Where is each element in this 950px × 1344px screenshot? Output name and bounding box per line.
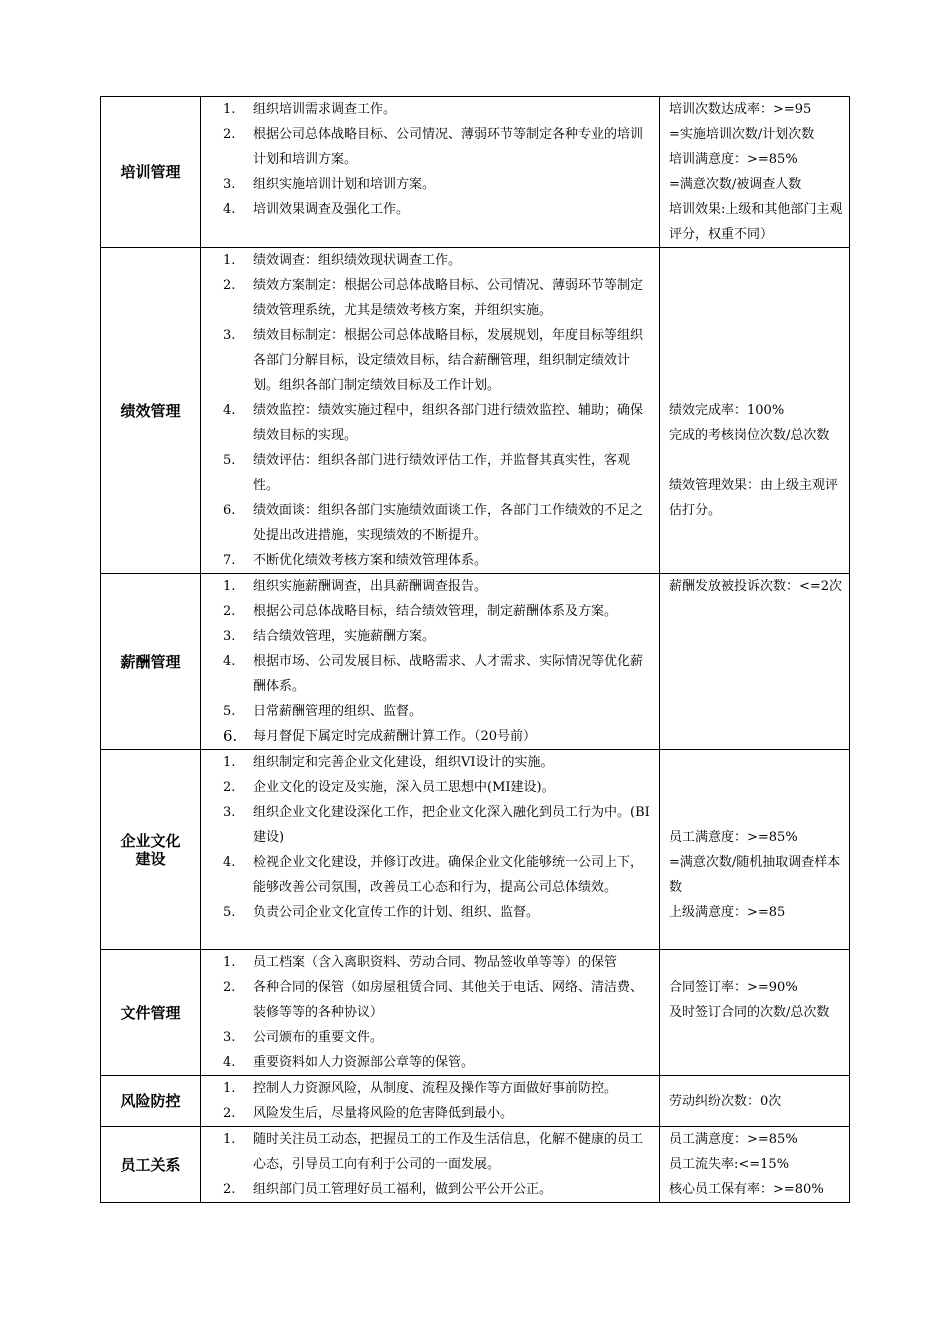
duty-number: 1. bbox=[223, 1132, 236, 1147]
duty-item bbox=[201, 574, 659, 599]
duty-text: 绩效监控：绩效实施过程中，组织各部门进行绩效监控、辅助；确保绩效目标的实现。 bbox=[253, 403, 644, 443]
duty-item bbox=[201, 724, 659, 749]
duty-item bbox=[201, 800, 659, 850]
duty-text: 不断优化绩效考核方案和绩效管理体系。 bbox=[253, 553, 488, 568]
kpi-line: 员工满意度：>=85% bbox=[669, 829, 798, 845]
kpi-cell bbox=[660, 248, 850, 574]
kpi-line: 劳动纠纷次数：0次 bbox=[669, 1093, 782, 1109]
kpi-line: 及时签订合同的次数/总次数 bbox=[669, 1005, 830, 1020]
duty-text: 根据公司总体战略目标，结合绩效管理，制定薪酬体系及方案。 bbox=[253, 604, 618, 619]
kpi-line: 薪酬发放被投诉次数：<=2次 bbox=[669, 579, 843, 594]
kpi-cell bbox=[660, 950, 850, 1076]
duty-text: 根据公司总体战略目标、公司情况、薄弱环节等制定各种专业的培训计划和培训方案。 bbox=[253, 127, 644, 167]
duty-item bbox=[201, 649, 659, 699]
duty-number: 2. bbox=[223, 980, 236, 995]
table-row bbox=[101, 97, 850, 248]
kpi-line: 上级满意度：>=85 bbox=[669, 904, 786, 920]
category-cell bbox=[101, 1127, 201, 1203]
duty-item bbox=[201, 699, 659, 724]
duty-item bbox=[201, 172, 659, 197]
duty-number: 2. bbox=[223, 1182, 236, 1197]
duty-list bbox=[201, 750, 659, 925]
duty-number: 6. bbox=[223, 503, 236, 518]
duty-list bbox=[201, 950, 659, 1075]
category-label: 薪酬管理 bbox=[120, 652, 181, 671]
duty-list bbox=[201, 97, 659, 222]
duty-number: 2. bbox=[223, 127, 236, 142]
duties-cell bbox=[201, 248, 660, 574]
duties-cell bbox=[201, 1127, 660, 1203]
duty-item bbox=[201, 1127, 659, 1177]
duty-item bbox=[201, 900, 659, 925]
category-label: 企业文化建设 bbox=[120, 831, 181, 868]
duty-number: 6. bbox=[223, 727, 238, 745]
duties-cell bbox=[201, 950, 660, 1076]
duty-text: 员工档案（含入离职资料、劳动合同、物品签收单等等）的保管 bbox=[253, 955, 618, 970]
kpi-line: 合同签订率：>=90% bbox=[669, 980, 798, 995]
duty-item bbox=[201, 599, 659, 624]
duty-item bbox=[201, 273, 659, 323]
duty-number: 3. bbox=[223, 328, 236, 343]
duty-item bbox=[201, 1076, 659, 1101]
duty-number: 1. bbox=[223, 955, 236, 970]
duty-list bbox=[201, 1076, 659, 1126]
duty-number: 1. bbox=[223, 579, 236, 594]
duty-text: 绩效面谈：组织各部门实施绩效面谈工作，各部门工作绩效的不足之处提出改进措施，实现绩效的不断提升。 bbox=[253, 503, 644, 543]
duty-item bbox=[201, 548, 659, 573]
duty-list bbox=[201, 574, 659, 749]
kpi-line bbox=[669, 448, 843, 473]
duty-text: 组织实施培训计划和培训方案。 bbox=[253, 177, 436, 192]
duty-number: 3. bbox=[223, 629, 236, 644]
kpi-line: 培训效果:上级和其他部门主观评分，权重不同） bbox=[669, 202, 843, 242]
kpi-cell bbox=[660, 750, 850, 950]
duty-item bbox=[201, 1101, 659, 1126]
category-cell bbox=[101, 574, 201, 750]
duty-item bbox=[201, 750, 659, 775]
category-label: 绩效管理 bbox=[120, 401, 181, 420]
duty-text: 组织部门员工管理好员工福利，做到公平公开公正。 bbox=[253, 1182, 553, 1197]
duty-item bbox=[201, 624, 659, 649]
duty-item bbox=[201, 950, 659, 975]
duty-item bbox=[201, 498, 659, 548]
kpi-line bbox=[669, 800, 843, 825]
category-label: 风险防控 bbox=[120, 1092, 181, 1110]
kpi-cell bbox=[660, 574, 850, 750]
duty-text: 重要资料如人力资源部公章等的保管。 bbox=[253, 1055, 475, 1070]
duty-item bbox=[201, 97, 659, 122]
category-label: 培训管理 bbox=[120, 163, 181, 181]
duty-text: 每月督促下属定时完成薪酬计算工作。（20号前） bbox=[253, 729, 537, 744]
kpi-line: 完成的考核岗位次数/总次数 bbox=[669, 428, 830, 443]
table-row bbox=[101, 950, 850, 1076]
kpi-cell bbox=[660, 1127, 850, 1203]
category-cell bbox=[101, 248, 201, 574]
category-cell bbox=[101, 1076, 201, 1127]
kpi-line bbox=[669, 348, 843, 373]
duty-text: 公司颁布的重要文件。 bbox=[253, 1030, 384, 1045]
category-cell bbox=[101, 750, 201, 950]
duty-number: 5. bbox=[223, 905, 236, 920]
duty-text: 组织实施薪酬调查，出具薪酬调查报告。 bbox=[253, 579, 488, 594]
duty-text: 企业文化的设定及实施，深入员工思想中(MI建设)。 bbox=[253, 780, 555, 795]
duties-cell bbox=[201, 97, 660, 248]
duty-number: 7. bbox=[223, 553, 236, 568]
duty-text: 检视企业文化建设，并修订改进。确保企业文化能够统一公司上下，能够改善公司氛围，改善员工心态和行为，提高公司总体绩效。 bbox=[253, 855, 644, 895]
duty-number: 2. bbox=[223, 1106, 236, 1121]
table-row bbox=[101, 750, 850, 950]
table-row bbox=[101, 1127, 850, 1203]
duty-number: 5. bbox=[223, 704, 236, 719]
category-label: 文件管理 bbox=[120, 1003, 181, 1022]
duty-number: 3. bbox=[223, 1030, 236, 1045]
duty-item bbox=[201, 248, 659, 273]
duty-text: 绩效评估：组织各部门进行绩效评估工作，并监督其真实性，客观性。 bbox=[253, 453, 631, 493]
duty-text: 组织培训需求调查工作。 bbox=[253, 102, 397, 117]
duty-text: 培训效果调查及强化工作。 bbox=[253, 202, 410, 217]
duty-item bbox=[201, 122, 659, 172]
kpi-line: 培训次数达成率：>=95 bbox=[669, 102, 812, 117]
duty-text: 控制人力资源风险，从制度、流程及操作等方面做好事前防控。 bbox=[253, 1081, 618, 1096]
kpi-line: 绩效管理效果：由上级主观评估打分。 bbox=[669, 478, 839, 518]
kpi-cell bbox=[660, 97, 850, 248]
kpi-line: 核心员工保有率：>=80% bbox=[669, 1182, 824, 1197]
duty-text: 随时关注员工动态，把握员工的工作及生活信息，化解不健康的员工心态，引导员工向有利于公司的一面发展。 bbox=[253, 1132, 644, 1172]
duty-number: 4. bbox=[223, 403, 236, 418]
kpi-line bbox=[669, 298, 843, 323]
duties-cell bbox=[201, 1076, 660, 1127]
kpi-line bbox=[669, 323, 843, 348]
duty-item bbox=[201, 448, 659, 498]
duty-item bbox=[201, 398, 659, 448]
duty-item bbox=[201, 1050, 659, 1075]
duty-item bbox=[201, 975, 659, 1025]
kpi-line: 培训满意度：>=85% bbox=[669, 152, 798, 167]
duty-number: 1. bbox=[223, 102, 236, 117]
duty-item bbox=[201, 1177, 659, 1202]
duty-number: 4. bbox=[223, 855, 236, 870]
category-cell bbox=[101, 950, 201, 1076]
duty-number: 3. bbox=[223, 177, 236, 192]
duty-number: 1. bbox=[223, 1081, 236, 1096]
duty-item bbox=[201, 323, 659, 398]
duty-text: 组织企业文化建设深化工作，把企业文化深入融化到员工行为中。(BI建设) bbox=[253, 805, 650, 845]
table-row bbox=[101, 248, 850, 574]
kpi-line: 绩效完成率：100% bbox=[669, 403, 785, 418]
kpi-cell bbox=[660, 1076, 850, 1127]
duty-text: 各种合同的保管（如房屋租赁合同、其他关于电话、网络、清洁费、装修等等的各种协议） bbox=[253, 980, 644, 1020]
duty-list bbox=[201, 248, 659, 573]
duties-cell bbox=[201, 750, 660, 950]
kpi-line bbox=[669, 775, 843, 800]
kpi-line: 员工满意度：>=85% bbox=[669, 1132, 798, 1147]
table-row bbox=[101, 1076, 850, 1127]
duty-item bbox=[201, 775, 659, 800]
duty-text: 风险发生后，尽量将风险的危害降低到最小。 bbox=[253, 1106, 514, 1121]
duty-number: 4. bbox=[223, 202, 236, 217]
duty-list bbox=[201, 1127, 659, 1202]
duty-item bbox=[201, 850, 659, 900]
duty-text: 绩效方案制定：根据公司总体战略目标、公司情况、薄弱环节等制定绩效管理系统，尤其是绩效考核方案，并组织实施。 bbox=[253, 278, 644, 318]
duty-text: 日常薪酬管理的组织、监督。 bbox=[253, 704, 423, 719]
duties-table-body bbox=[101, 97, 850, 1203]
kpi-line: =满意次数/被调查人数 bbox=[669, 177, 802, 192]
category-label: 员工关系 bbox=[120, 1155, 181, 1174]
kpi-line: 员工流失率:<=15% bbox=[669, 1157, 790, 1172]
duty-number: 4. bbox=[223, 1055, 236, 1070]
duty-number: 4. bbox=[223, 654, 236, 669]
duty-number: 2. bbox=[223, 604, 236, 619]
duty-number: 5. bbox=[223, 453, 236, 468]
duty-text: 绩效调查：组织绩效现状调查工作。 bbox=[253, 253, 462, 268]
duty-item bbox=[201, 1025, 659, 1050]
duty-text: 绩效目标制定：根据公司总体战略目标，发展规划，年度目标等组织各部门分解目标，设定绩效目标，结合薪酬管理，组织制定绩效计划。组织各部门制定绩效目标及工作计划。 bbox=[253, 328, 644, 393]
kpi-line bbox=[669, 373, 843, 398]
duty-number: 3. bbox=[223, 805, 236, 820]
duty-number: 2. bbox=[223, 278, 236, 293]
duty-number: 1. bbox=[223, 253, 236, 268]
duty-text: 根据市场、公司发展目标、战略需求、人才需求、实际情况等优化薪酬体系。 bbox=[253, 654, 644, 694]
duty-item bbox=[201, 197, 659, 222]
category-cell bbox=[101, 97, 201, 248]
kpi-line: =满意次数/随机抽取调查样本数 bbox=[669, 854, 841, 895]
table-row bbox=[101, 574, 850, 750]
duty-number: 1. bbox=[223, 755, 236, 770]
duties-table bbox=[100, 96, 850, 1203]
kpi-line: =实施培训次数/计划次数 bbox=[669, 127, 815, 142]
duties-cell bbox=[201, 574, 660, 750]
duty-number: 2. bbox=[223, 780, 236, 795]
duty-text: 负责公司企业文化宣传工作的计划、组织、监督。 bbox=[253, 905, 540, 920]
duty-text: 组织制定和完善企业文化建设，组织VI设计的实施。 bbox=[253, 755, 554, 770]
kpi-line bbox=[669, 950, 843, 975]
duty-text: 结合绩效管理，实施薪酬方案。 bbox=[253, 629, 436, 644]
